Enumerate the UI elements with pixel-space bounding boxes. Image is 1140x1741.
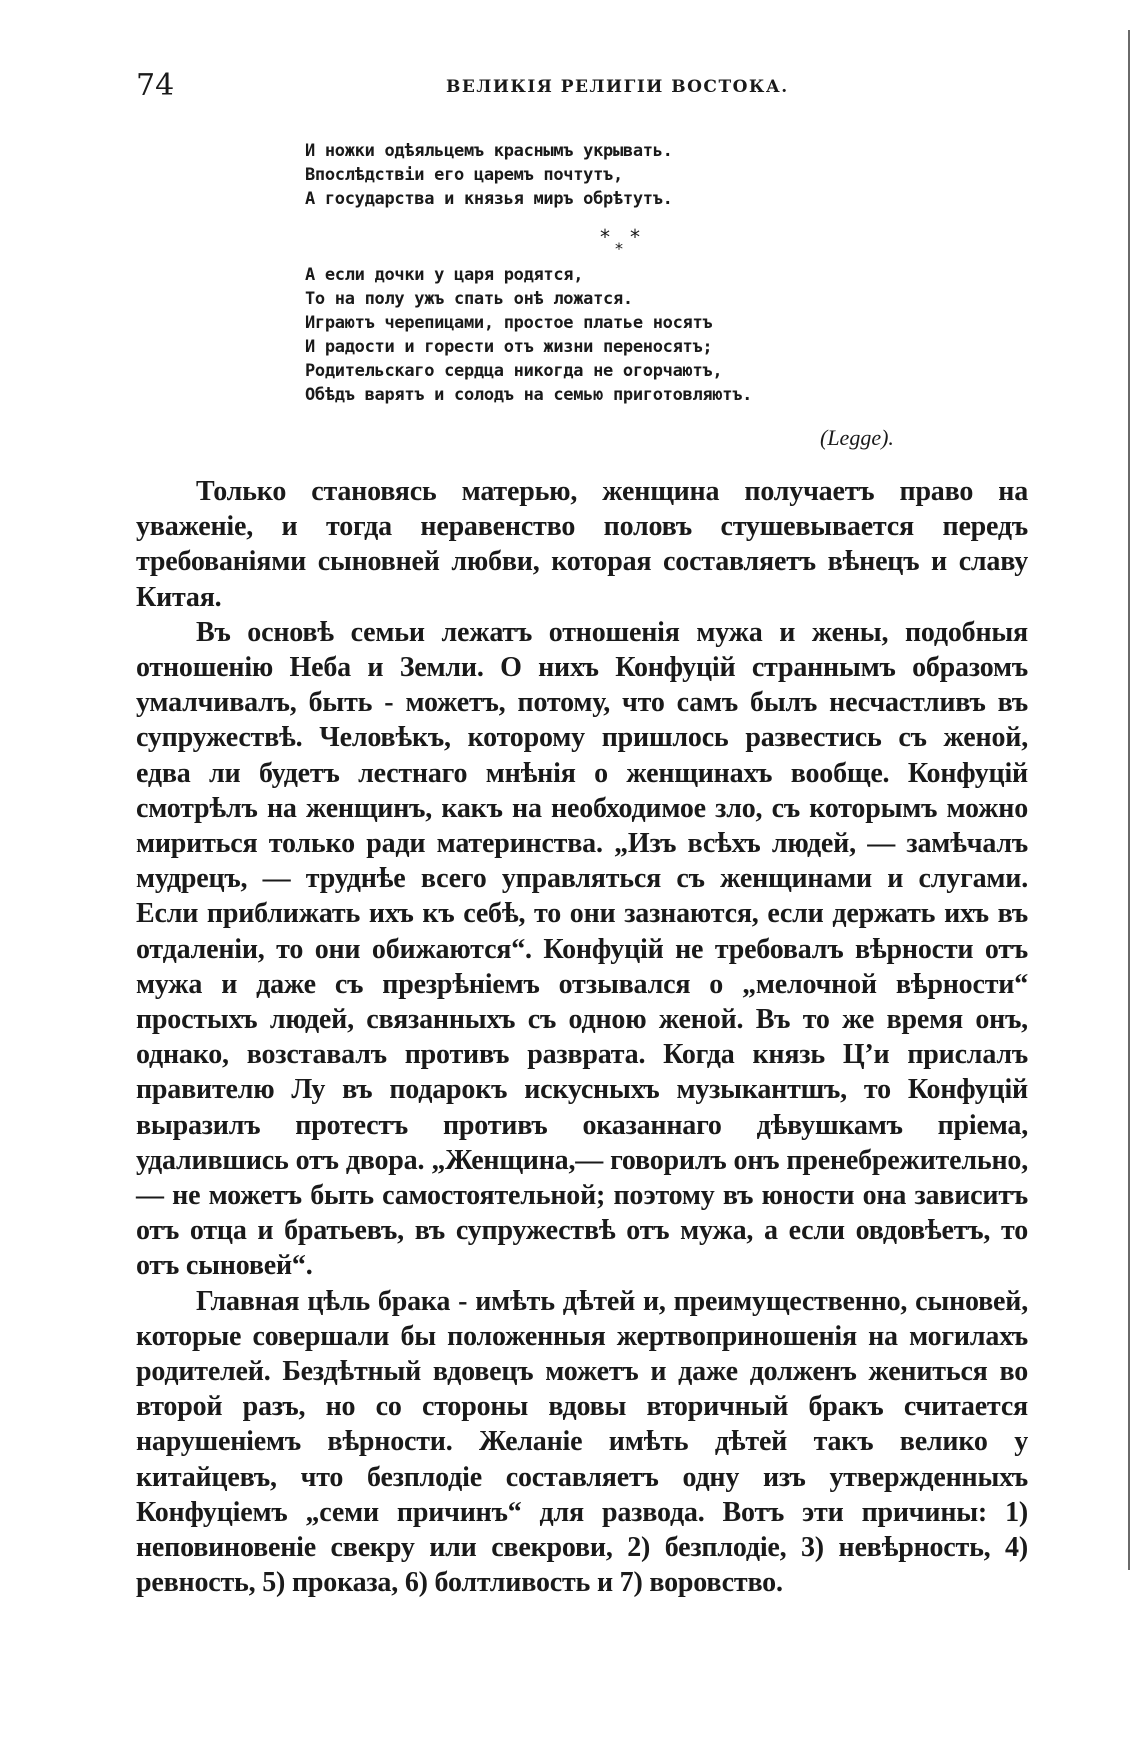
page-number: 74	[136, 68, 175, 103]
paragraph: Въ основѣ семьи лежатъ отношенія мужа и жены, подобныя отношенію Неба и Земли. О нихъ Конфуцій страннымъ образомъ умалчивалъ, быть - можетъ, потому, что самъ былъ несчастливъ въ супружествѣ. Человѣкъ, которому пришлось развестись съ женой, едва ли будетъ лестнаго мнѣнія о женщинахъ вообще. Конфуцій смотрѣлъ на женщинъ, какъ на необходимое зло, съ которымъ можно мириться только ради материнства. „Изъ всѣхъ людей, — замѣчалъ мудрецъ, — труднѣе всего управляться съ женщинами и слугами. Если приближать ихъ къ себѣ, то они зазнаются, если держать ихъ въ отдаленіи, то они обижаются“. Конфуцій не требовалъ вѣрности отъ мужа и даже съ презрѣніемъ отзывался о „мелочной вѣрности“ простыхъ людей, связанныхъ съ одною женой. Въ то же время онъ, однако, возставалъ противъ разврата. Когда князь Ц’и прислалъ правителю Лу въ подарокъ искусныхъ музыкантшъ, то Конфуцій выразилъ протестъ противъ оказаннаго дѣвушкамъ пріема, удалившись отъ двора. „Женщина,— говорилъ онъ пренебрежительно, — не можетъ быть самостоятельной; поэтому въ юности она зависитъ отъ отца и братьевъ, въ супружествѣ отъ мужа, а если овдовѣетъ, то отъ сыновей“.	[136, 616, 1028, 1282]
page-edge-rule	[1128, 30, 1130, 1570]
paragraph: Только становясь матерью, женщина получаетъ право на уваженіе, и тогда неравенство половъ стушевывается передъ требованіями сыновней любви, которая составляетъ вѣнецъ и славу Китая.	[136, 476, 1028, 613]
poem-line: И ножки одѣяльцемъ краснымъ укрывать.	[305, 141, 673, 161]
poem-line: И радости и горести отъ жизни переносятъ;	[305, 337, 713, 357]
poem-stanza-1	[305, 139, 965, 211]
running-title: ВЕЛИКІЯ РЕЛИГІИ ВОСТОКА.	[446, 77, 789, 97]
asterisk-icon: *	[600, 225, 610, 249]
asterism-divider	[600, 225, 650, 265]
paragraph: Главная цѣль брака - имѣть дѣтей и, преимущественно, сыновей, которые совершали бы положенныя жертвоприношенія на могилахъ родителей. Бездѣтный вдовецъ можетъ и даже долженъ жениться во второй разъ, но со стороны вдовы вторичный бракъ считается нарушеніемъ вѣрности. Желаніе имѣть дѣтей такъ велико у китайцевъ, что безплодіе составляетъ одну изъ утвержденныхъ Конфуціемъ „семи причинъ“ для развода. Вотъ эти причины: 1) неповиновеніе свекру или свекрови, 2) безплодіе, 3) невѣрность, 4) ревность, 5) проказа, 6) болтливость и 7) воровство.	[136, 1285, 1028, 1599]
poem-source-attribution: (Legge).	[820, 425, 894, 450]
page-header	[136, 66, 1036, 106]
asterisk-icon: *	[615, 239, 623, 258]
poem-line: Обѣдъ варятъ и солодъ на семью приготовляютъ.	[305, 385, 753, 405]
poem-line: Впослѣдствіи его царемъ почтутъ,	[305, 165, 623, 185]
poem-line: Играютъ черепицами, простое платье носятъ	[305, 313, 713, 333]
poem-line: То на полу ужъ спать онѣ ложатся.	[305, 289, 633, 309]
poem-line: А если дочки у царя родятся,	[305, 265, 584, 285]
asterisk-icon: *	[630, 225, 640, 249]
poem-line: Родительскаго сердца никогда не огорчаютъ,	[305, 361, 723, 381]
poem-line: А государства и князья миръ обрѣтутъ.	[305, 189, 673, 209]
body-text	[136, 474, 1028, 1601]
poem-stanza-2	[305, 263, 965, 407]
